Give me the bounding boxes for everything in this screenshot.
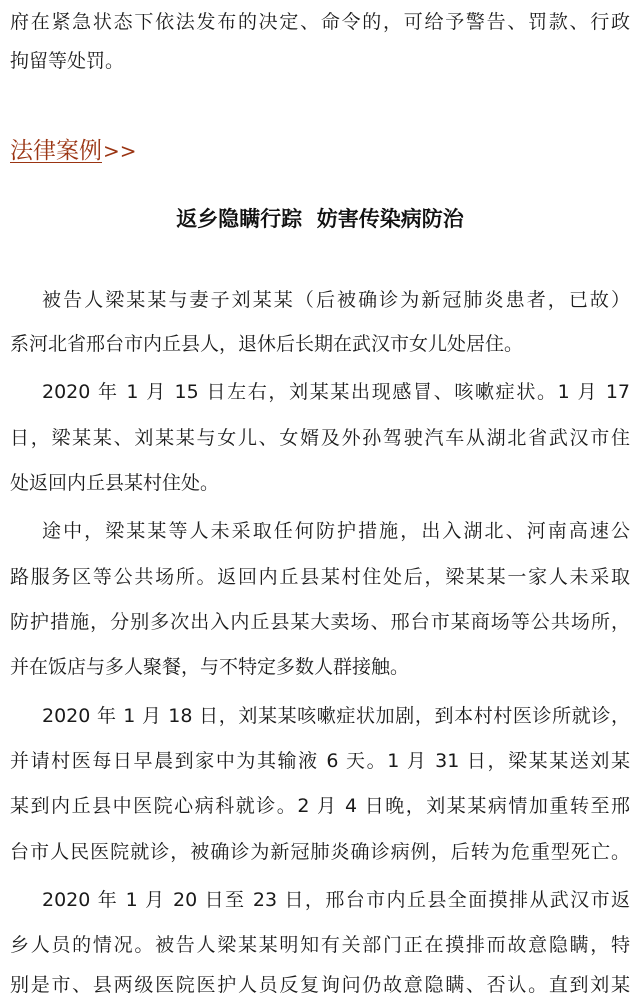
paragraph-1-line-2: 系河北省邢台市内丘县人，退休后长期在武汉市女儿处居住。 — [10, 333, 524, 355]
paragraph-5-line-3: 别是市、县两级医院医护人员反复询问仍故意隐瞒、否认。直到刘某 — [10, 974, 630, 996]
intro-line-1: 府在紧急状态下依法发布的决定、命令的，可给予警告、罚款、行政 — [10, 11, 630, 33]
paragraph-5-line-2: 乡人员的情况。被告人梁某某明知有关部门正在摸排而故意隐瞒，特 — [10, 934, 630, 956]
paragraph-3-line-3: 防护措施，分别多次出入内丘县某大卖场、邢台市某商场等公共场所， — [10, 611, 630, 633]
case-title: 返乡隐瞒行踪 妨害传染病防治 — [176, 207, 464, 231]
paragraph-3-line-1: 途中，梁某某等人未采取任何防护措施，出入湖北、河南高速公 — [42, 520, 630, 542]
paragraph-4-line-3: 某到内丘县中医院心病科就诊。2 月 4 日晚，刘某某病情加重转至邢 — [10, 795, 630, 817]
paragraph-5-line-1: 2020 年 1 月 20 日至 23 日，邢台市内丘县全面摸排从武汉市返 — [42, 889, 630, 911]
paragraph-3-line-4: 并在饭店与多人聚餐，与不特定多数人群接触。 — [10, 656, 410, 678]
paragraph-4-line-1: 2020 年 1 月 18 日，刘某某咳嗽症状加剧，到本村村医诊所就诊， — [42, 705, 630, 727]
section-link-text[interactable]: 法律案例 — [10, 138, 102, 164]
double-chevron-right-icon: >> — [103, 139, 137, 163]
paragraph-3-line-2: 路服务区等公共场所。返回内丘县某村住处后，梁某某一家人未采取 — [10, 566, 630, 588]
paragraph-2-line-3: 处返回内丘县某村住处。 — [10, 472, 220, 494]
paragraph-1-line-1: 被告人梁某某与妻子刘某某（后被确诊为新冠肺炎患者，已故） — [42, 289, 630, 311]
paragraph-2-line-1: 2020 年 1 月 15 日左右，刘某某出现感冒、咳嗽症状。1 月 17 — [42, 381, 630, 403]
paragraph-2-line-2: 日，梁某某、刘某某与女儿、女婿及外孙驾驶汽车从湖北省武汉市住 — [10, 427, 630, 449]
paragraph-4-line-4: 台市人民医院就诊，被确诊为新冠肺炎确诊病例，后转为危重型死亡。 — [10, 841, 630, 863]
intro-line-2: 拘留等处罚。 — [10, 50, 125, 72]
section-header-legal-cases[interactable] — [10, 134, 137, 168]
paragraph-4-line-2: 并请村医每日早晨到家中为其输液 6 天。1 月 31 日，梁某某送刘某 — [10, 750, 630, 772]
